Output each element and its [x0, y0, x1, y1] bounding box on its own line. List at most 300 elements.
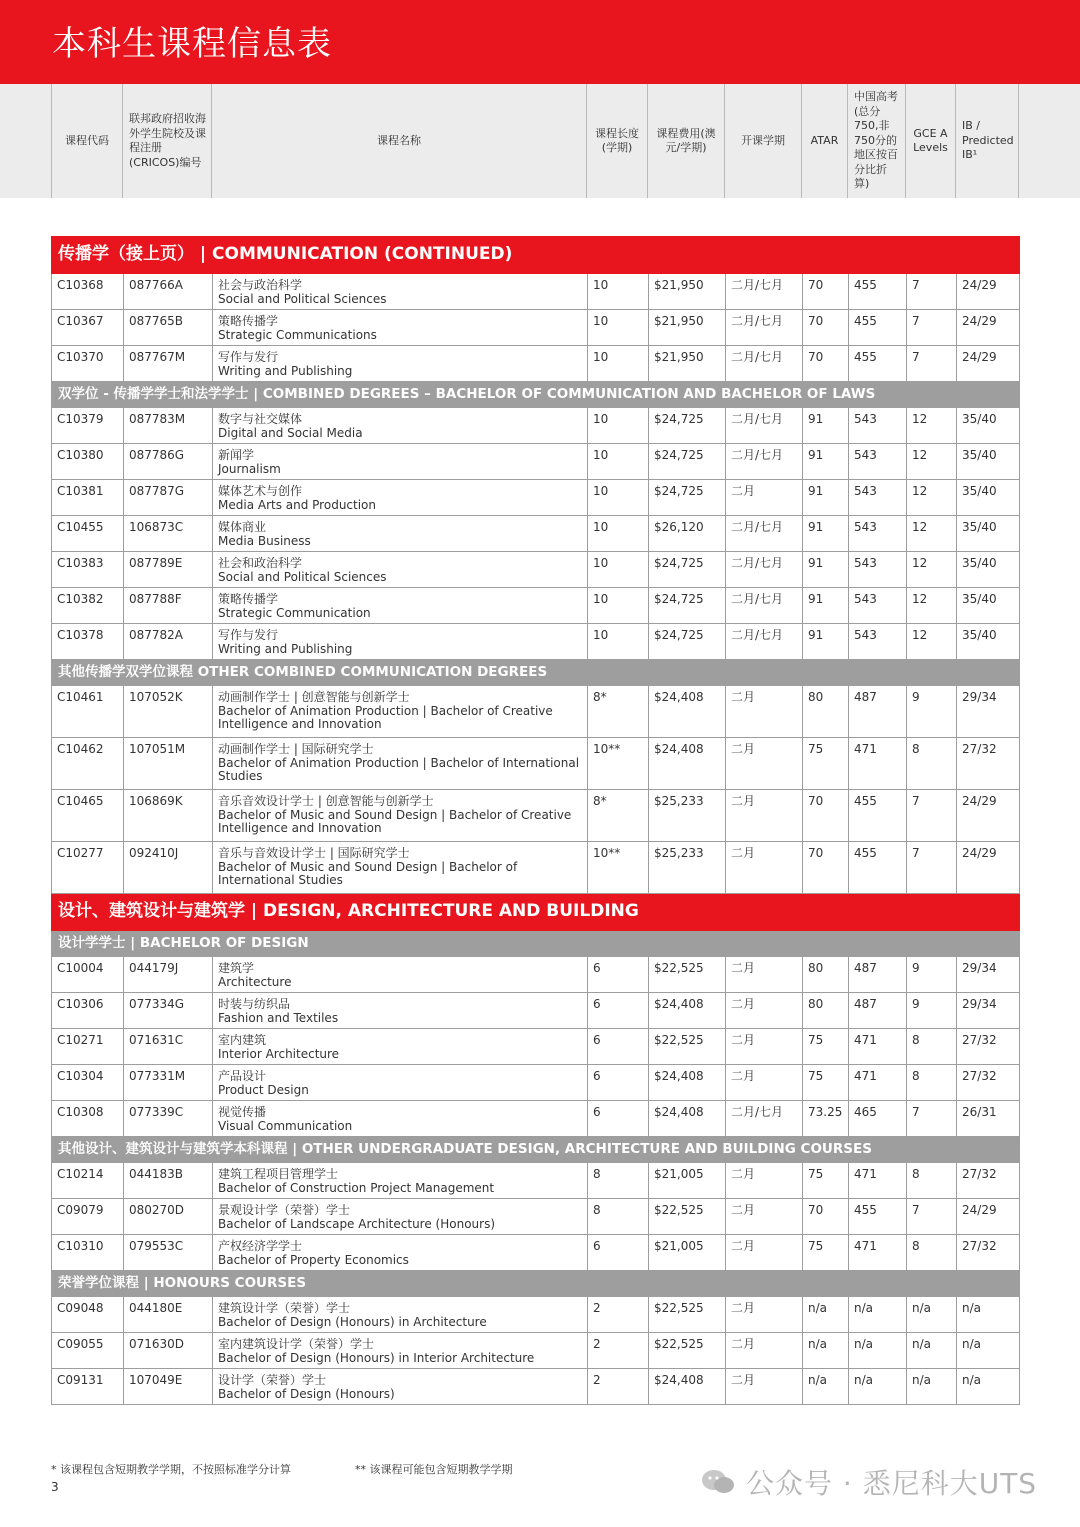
gaokao-cell: 471	[849, 738, 907, 790]
gaokao-cell: n/a	[849, 1333, 907, 1369]
length-cell: 8	[588, 1163, 649, 1199]
table-row	[52, 842, 1020, 894]
course-name-en: Bachelor of Design (Honours)	[218, 1386, 395, 1401]
gaokao-cell: 543	[849, 552, 907, 588]
fee-cell: $22,525	[649, 1199, 726, 1235]
gce-cell: 12	[907, 444, 957, 480]
course-name-cell	[213, 1163, 588, 1199]
atar-cell: n/a	[803, 1369, 849, 1405]
length-cell: 10	[588, 480, 649, 516]
atar-cell: 75	[803, 1163, 849, 1199]
intake-cell: 二月/七月	[726, 516, 803, 552]
ib-cell: n/a	[957, 1297, 1020, 1333]
course-code-cell: C10214	[52, 1163, 124, 1199]
intake-cell: 二月	[726, 1199, 803, 1235]
course-name-cell	[213, 274, 588, 310]
course-name-zh: 产品设计	[218, 1069, 267, 1083]
length-cell: 6	[588, 957, 649, 993]
course-name-cell	[213, 346, 588, 382]
course-code-cell: C10379	[52, 408, 124, 444]
course-name-cell	[213, 516, 588, 552]
gaokao-cell: 543	[849, 624, 907, 660]
course-name-en: Media Business	[218, 533, 311, 548]
gaokao-cell: 471	[849, 1065, 907, 1101]
intake-cell: 二月	[726, 790, 803, 842]
cricos-cell: 087767M	[124, 346, 213, 382]
gce-cell: 7	[907, 274, 957, 310]
ib-cell: 29/34	[957, 957, 1020, 993]
fee-cell: $24,408	[649, 1369, 726, 1405]
gce-cell: 9	[907, 957, 957, 993]
atar-cell: 70	[803, 842, 849, 894]
subsection-header-row	[52, 382, 1020, 408]
gaokao-cell: 455	[849, 310, 907, 346]
course-name-en: Writing and Publishing	[218, 641, 353, 656]
course-name-en: Product Design	[218, 1082, 309, 1097]
atar-cell: 80	[803, 957, 849, 993]
gaokao-cell: 455	[849, 842, 907, 894]
header-course-length: 课程长度(学期)	[587, 84, 648, 198]
gaokao-cell: n/a	[849, 1297, 907, 1333]
course-code-cell: C10310	[52, 1235, 124, 1271]
atar-cell: 91	[803, 408, 849, 444]
course-code-cell: C10370	[52, 346, 124, 382]
length-cell: 10**	[588, 842, 649, 894]
atar-cell: 91	[803, 588, 849, 624]
course-name-zh: 策略传播学	[218, 592, 279, 606]
length-cell: 2	[588, 1333, 649, 1369]
title-banner	[0, 0, 1080, 84]
course-name-en: Bachelor of Landscape Architecture (Honours)	[218, 1216, 496, 1231]
intake-cell: 二月	[726, 993, 803, 1029]
course-name-cell	[213, 444, 588, 480]
header-atar: ATAR	[802, 84, 848, 198]
atar-cell: n/a	[803, 1297, 849, 1333]
ib-cell: 24/29	[957, 274, 1020, 310]
length-cell: 8*	[588, 790, 649, 842]
course-name-cell	[213, 1333, 588, 1369]
table-row	[52, 274, 1020, 310]
fee-cell: $22,525	[649, 1029, 726, 1065]
intake-cell: 二月	[726, 480, 803, 516]
atar-cell: 80	[803, 993, 849, 1029]
atar-cell: 91	[803, 552, 849, 588]
subsection-header-row	[52, 1137, 1020, 1163]
atar-cell: 91	[803, 480, 849, 516]
header-course-code: 课程代码	[51, 84, 123, 198]
table-row	[52, 686, 1020, 738]
length-cell: 6	[588, 1029, 649, 1065]
atar-cell: n/a	[803, 1333, 849, 1369]
course-name-zh: 写作与发行	[218, 628, 279, 642]
gaokao-cell: 471	[849, 1163, 907, 1199]
length-cell: 6	[588, 1101, 649, 1137]
course-code-cell: C10004	[52, 957, 124, 993]
gce-cell: 8	[907, 1065, 957, 1101]
intake-cell: 二月/七月	[726, 346, 803, 382]
course-code-cell: C10462	[52, 738, 124, 790]
gce-cell: 12	[907, 552, 957, 588]
gaokao-cell: 455	[849, 790, 907, 842]
gce-cell: 8	[907, 1029, 957, 1065]
fee-cell: $21,950	[649, 310, 726, 346]
length-cell: 10	[588, 624, 649, 660]
fee-cell: $24,725	[649, 588, 726, 624]
cricos-cell: 087788F	[124, 588, 213, 624]
course-name-en: Bachelor of Design (Honours) in Interior Architecture	[218, 1350, 535, 1365]
table-row	[52, 790, 1020, 842]
cricos-cell: 071631C	[124, 1029, 213, 1065]
table-row	[52, 516, 1020, 552]
watermark	[700, 1462, 1037, 1502]
course-name-en: Digital and Social Media	[218, 425, 363, 440]
course-name-en: Strategic Communications	[218, 327, 377, 342]
fee-cell: $26,120	[649, 516, 726, 552]
gaokao-cell: 487	[849, 993, 907, 1029]
length-cell: 10	[588, 444, 649, 480]
gce-cell: 7	[907, 1101, 957, 1137]
fee-cell: $21,005	[649, 1163, 726, 1199]
cricos-cell: 044183B	[124, 1163, 213, 1199]
ib-cell: 35/40	[957, 408, 1020, 444]
course-name-cell	[213, 1297, 588, 1333]
course-name-cell	[213, 1199, 588, 1235]
course-name-zh: 写作与发行	[218, 350, 279, 364]
course-name-zh: 景观设计学（荣誉）学士	[218, 1203, 351, 1217]
cricos-cell: 071630D	[124, 1333, 213, 1369]
length-cell: 6	[588, 1065, 649, 1101]
fee-cell: $24,725	[649, 444, 726, 480]
table-row	[52, 1029, 1020, 1065]
course-name-en: Writing and Publishing	[218, 363, 353, 378]
table-row	[52, 408, 1020, 444]
course-name-cell	[213, 1065, 588, 1101]
intake-cell: 二月	[726, 842, 803, 894]
ib-cell: 27/32	[957, 1065, 1020, 1101]
course-name-cell	[213, 1235, 588, 1271]
course-code-cell: C10455	[52, 516, 124, 552]
length-cell: 8	[588, 1199, 649, 1235]
course-name-zh: 建筑设计学（荣誉）学士	[218, 1301, 351, 1315]
course-name-en: Bachelor of Animation Production | Bachelor of International Studies	[218, 755, 580, 783]
table-row	[52, 624, 1020, 660]
table-row	[52, 1369, 1020, 1405]
intake-cell: 二月/七月	[726, 552, 803, 588]
ib-cell: 27/32	[957, 1163, 1020, 1199]
fee-cell: $21,950	[649, 274, 726, 310]
cricos-cell: 107051M	[124, 738, 213, 790]
table-row	[52, 1101, 1020, 1137]
gce-cell: 7	[907, 1199, 957, 1235]
fee-cell: $22,525	[649, 1333, 726, 1369]
course-code-cell: C10368	[52, 274, 124, 310]
course-name-zh: 动画制作学士 | 创意智能与创新学士	[218, 690, 410, 704]
fee-cell: $24,408	[649, 993, 726, 1029]
ib-cell: 27/32	[957, 738, 1020, 790]
course-code-cell: C10380	[52, 444, 124, 480]
ib-cell: 35/40	[957, 480, 1020, 516]
length-cell: 8*	[588, 686, 649, 738]
course-name-zh: 媒体艺术与创作	[218, 484, 303, 498]
subsection-header-row	[52, 931, 1020, 957]
course-name-en: Strategic Communication	[218, 605, 371, 620]
course-name-en: Bachelor of Music and Sound Design | Bachelor of International Studies	[218, 859, 518, 887]
footnote-2: ** 该课程可能包含短期教学学期	[355, 1463, 513, 1476]
course-code-cell: C10382	[52, 588, 124, 624]
course-code-cell: C10308	[52, 1101, 124, 1137]
course-name-zh: 建筑学	[218, 961, 255, 975]
gce-cell: 8	[907, 738, 957, 790]
course-name-cell	[213, 588, 588, 624]
course-code-cell: C10465	[52, 790, 124, 842]
cricos-cell: 077339C	[124, 1101, 213, 1137]
course-code-cell: C10271	[52, 1029, 124, 1065]
gce-cell: 12	[907, 408, 957, 444]
header-intake: 开课学期	[725, 84, 802, 198]
cricos-cell: 077331M	[124, 1065, 213, 1101]
page-title: 本科生课程信息表	[52, 24, 332, 64]
table-row	[52, 957, 1020, 993]
course-name-en: Bachelor of Music and Sound Design | Bachelor of Creative Intelligence and Innovation	[218, 807, 572, 835]
cricos-cell: 087787G	[124, 480, 213, 516]
subsection-title: 设计学学士 | BACHELOR OF DESIGN	[52, 931, 1020, 957]
course-code-cell: C10461	[52, 686, 124, 738]
atar-cell: 91	[803, 624, 849, 660]
subsection-title: 其他设计、建筑设计与建筑学本科课程 | OTHER UNDERGRADUATE DESIGN, ARCHITECTURE AND BUILDING COURSES	[52, 1137, 1020, 1163]
intake-cell: 二月/七月	[726, 588, 803, 624]
gce-cell: 7	[907, 310, 957, 346]
course-name-zh: 社会与政治科学	[218, 278, 303, 292]
gaokao-cell: 487	[849, 957, 907, 993]
cricos-cell: 087786G	[124, 444, 213, 480]
header-course-name: 课程名称	[212, 84, 587, 198]
course-name-en: Bachelor of Animation Production | Bachelor of Creative Intelligence and Innovation	[218, 703, 553, 731]
intake-cell: 二月	[726, 1065, 803, 1101]
ib-cell: 29/34	[957, 686, 1020, 738]
ib-cell: 27/32	[957, 1029, 1020, 1065]
ib-cell: 29/34	[957, 993, 1020, 1029]
fee-cell: $21,950	[649, 346, 726, 382]
course-name-en: Media Arts and Production	[218, 497, 377, 512]
course-name-zh: 时装与纺织品	[218, 997, 291, 1011]
length-cell: 10**	[588, 738, 649, 790]
cricos-cell: 106873C	[124, 516, 213, 552]
course-name-zh: 音乐音效设计学士 | 创意智能与创新学士	[218, 794, 434, 808]
fee-cell: $24,408	[649, 1101, 726, 1137]
intake-cell: 二月/七月	[726, 274, 803, 310]
course-name-cell	[213, 1029, 588, 1065]
course-code-cell: C10383	[52, 552, 124, 588]
intake-cell: 二月/七月	[726, 444, 803, 480]
gce-cell: n/a	[907, 1369, 957, 1405]
ib-cell: 26/31	[957, 1101, 1020, 1137]
fee-cell: $24,725	[649, 624, 726, 660]
ib-cell: 24/29	[957, 310, 1020, 346]
course-name-en: Architecture	[218, 974, 292, 989]
atar-cell: 80	[803, 686, 849, 738]
gce-cell: 7	[907, 842, 957, 894]
length-cell: 2	[588, 1369, 649, 1405]
course-code-cell: C10277	[52, 842, 124, 894]
gaokao-cell: 543	[849, 516, 907, 552]
course-code-cell: C10306	[52, 993, 124, 1029]
intake-cell: 二月	[726, 1369, 803, 1405]
header-course-fee: 课程费用(澳元/学期)	[648, 84, 725, 198]
table-row	[52, 1333, 1020, 1369]
course-name-zh: 产权经济学学士	[218, 1239, 303, 1253]
section-title: 传播学（接上页） | COMMUNICATION (CONTINUED)	[52, 237, 1020, 274]
course-name-cell	[213, 552, 588, 588]
intake-cell: 二月	[726, 957, 803, 993]
table-row	[52, 310, 1020, 346]
gce-cell: 12	[907, 516, 957, 552]
cricos-cell: 087789E	[124, 552, 213, 588]
fee-cell: $21,005	[649, 1235, 726, 1271]
gaokao-cell: n/a	[849, 1369, 907, 1405]
subsection-title: 其他传播学双学位课程 OTHER COMBINED COMMUNICATION DEGREES	[52, 660, 1020, 686]
cricos-cell: 087765B	[124, 310, 213, 346]
intake-cell: 二月	[726, 1235, 803, 1271]
length-cell: 10	[588, 346, 649, 382]
course-name-zh: 建筑工程项目管理学士	[218, 1167, 339, 1181]
header-ib: IB / Predicted IB¹	[956, 84, 1019, 198]
header-cricos: 联邦政府招收海外学生院校及课程注册(CRICOS)编号	[123, 84, 212, 198]
course-name-cell	[213, 993, 588, 1029]
gce-cell: 7	[907, 346, 957, 382]
atar-cell: 75	[803, 1235, 849, 1271]
gce-cell: 9	[907, 993, 957, 1029]
table-row	[52, 993, 1020, 1029]
cricos-cell: 107049E	[124, 1369, 213, 1405]
intake-cell: 二月	[726, 1163, 803, 1199]
length-cell: 10	[588, 552, 649, 588]
course-name-zh: 社会和政治科学	[218, 556, 303, 570]
fee-cell: $24,725	[649, 408, 726, 444]
course-code-cell: C10304	[52, 1065, 124, 1101]
course-table	[51, 236, 1020, 1405]
gce-cell: 12	[907, 480, 957, 516]
atar-cell: 73.25	[803, 1101, 849, 1137]
course-name-zh: 室内建筑	[218, 1033, 267, 1047]
course-name-zh: 音乐与音效设计学士 | 国际研究学士	[218, 846, 410, 860]
course-name-zh: 数字与社交媒体	[218, 412, 303, 426]
ib-cell: 24/29	[957, 1199, 1020, 1235]
course-name-cell	[213, 842, 588, 894]
course-name-en: Visual Communication	[218, 1118, 353, 1133]
course-code-cell: C10378	[52, 624, 124, 660]
length-cell: 6	[588, 993, 649, 1029]
gaokao-cell: 455	[849, 346, 907, 382]
fee-cell: $24,408	[649, 686, 726, 738]
course-name-en: Social and Political Sciences	[218, 569, 387, 584]
cricos-cell: 077334G	[124, 993, 213, 1029]
table-row	[52, 480, 1020, 516]
intake-cell: 二月	[726, 1333, 803, 1369]
course-code-cell: C09055	[52, 1333, 124, 1369]
gaokao-cell: 543	[849, 408, 907, 444]
fee-cell: $24,408	[649, 738, 726, 790]
footnote-1: * 该课程包含短期教学学期，不按照标准学分计算	[51, 1463, 291, 1476]
course-name-zh: 动画制作学士 | 国际研究学士	[218, 742, 374, 756]
ib-cell: 24/29	[957, 842, 1020, 894]
course-code-cell: C09079	[52, 1199, 124, 1235]
atar-cell: 91	[803, 516, 849, 552]
length-cell: 10	[588, 274, 649, 310]
cricos-cell: 106869K	[124, 790, 213, 842]
length-cell: 6	[588, 1235, 649, 1271]
cricos-cell: 087782A	[124, 624, 213, 660]
fee-cell: $25,233	[649, 790, 726, 842]
gaokao-cell: 543	[849, 480, 907, 516]
course-code-cell: C10367	[52, 310, 124, 346]
fee-cell: $24,725	[649, 480, 726, 516]
atar-cell: 70	[803, 1199, 849, 1235]
course-name-zh: 室内建筑设计学（荣誉）学士	[218, 1337, 375, 1351]
gaokao-cell: 487	[849, 686, 907, 738]
fee-cell: $24,725	[649, 552, 726, 588]
table-row	[52, 552, 1020, 588]
length-cell: 10	[588, 516, 649, 552]
course-name-zh: 策略传播学	[218, 314, 279, 328]
gaokao-cell: 543	[849, 588, 907, 624]
course-name-en: Bachelor of Property Economics	[218, 1252, 409, 1267]
cricos-cell: 044180E	[124, 1297, 213, 1333]
gce-cell: 9	[907, 686, 957, 738]
atar-cell: 70	[803, 346, 849, 382]
subsection-title: 荣誉学位课程 | HONOURS COURSES	[52, 1271, 1020, 1297]
cricos-cell: 087766A	[124, 274, 213, 310]
table-row	[52, 1297, 1020, 1333]
course-name-cell	[213, 1369, 588, 1405]
table-row	[52, 738, 1020, 790]
watermark-text: 公众号 · 悉尼科大UTS	[746, 1467, 1038, 1500]
ib-cell: 24/29	[957, 346, 1020, 382]
intake-cell: 二月	[726, 1297, 803, 1333]
cricos-cell: 107052K	[124, 686, 213, 738]
course-name-zh: 设计学（荣誉）学士	[218, 1373, 327, 1387]
length-cell: 10	[588, 588, 649, 624]
table-row	[52, 588, 1020, 624]
length-cell: 2	[588, 1297, 649, 1333]
table-row	[52, 1235, 1020, 1271]
course-name-en: Journalism	[218, 461, 281, 476]
ib-cell: 35/40	[957, 444, 1020, 480]
table-row	[52, 1199, 1020, 1235]
ib-cell: 35/40	[957, 516, 1020, 552]
gaokao-cell: 455	[849, 1199, 907, 1235]
header-gaokao: 中国高考(总分750,非750分的地区按百分比折算)	[848, 84, 906, 198]
fee-cell: $22,525	[649, 1297, 726, 1333]
table-row	[52, 1065, 1020, 1101]
course-name-en: Bachelor of Design (Honours) in Architecture	[218, 1314, 487, 1329]
course-name-cell	[213, 1101, 588, 1137]
subsection-header-row	[52, 660, 1020, 686]
ib-cell: 35/40	[957, 624, 1020, 660]
intake-cell: 二月/七月	[726, 408, 803, 444]
table-row	[52, 346, 1020, 382]
ib-cell: n/a	[957, 1333, 1020, 1369]
intake-cell: 二月	[726, 738, 803, 790]
gce-cell: 12	[907, 624, 957, 660]
length-cell: 10	[588, 310, 649, 346]
length-cell: 10	[588, 408, 649, 444]
intake-cell: 二月/七月	[726, 310, 803, 346]
gce-cell: 12	[907, 588, 957, 624]
course-name-zh: 视觉传播	[218, 1105, 267, 1119]
gce-cell: 8	[907, 1235, 957, 1271]
course-name-cell	[213, 957, 588, 993]
atar-cell: 70	[803, 790, 849, 842]
